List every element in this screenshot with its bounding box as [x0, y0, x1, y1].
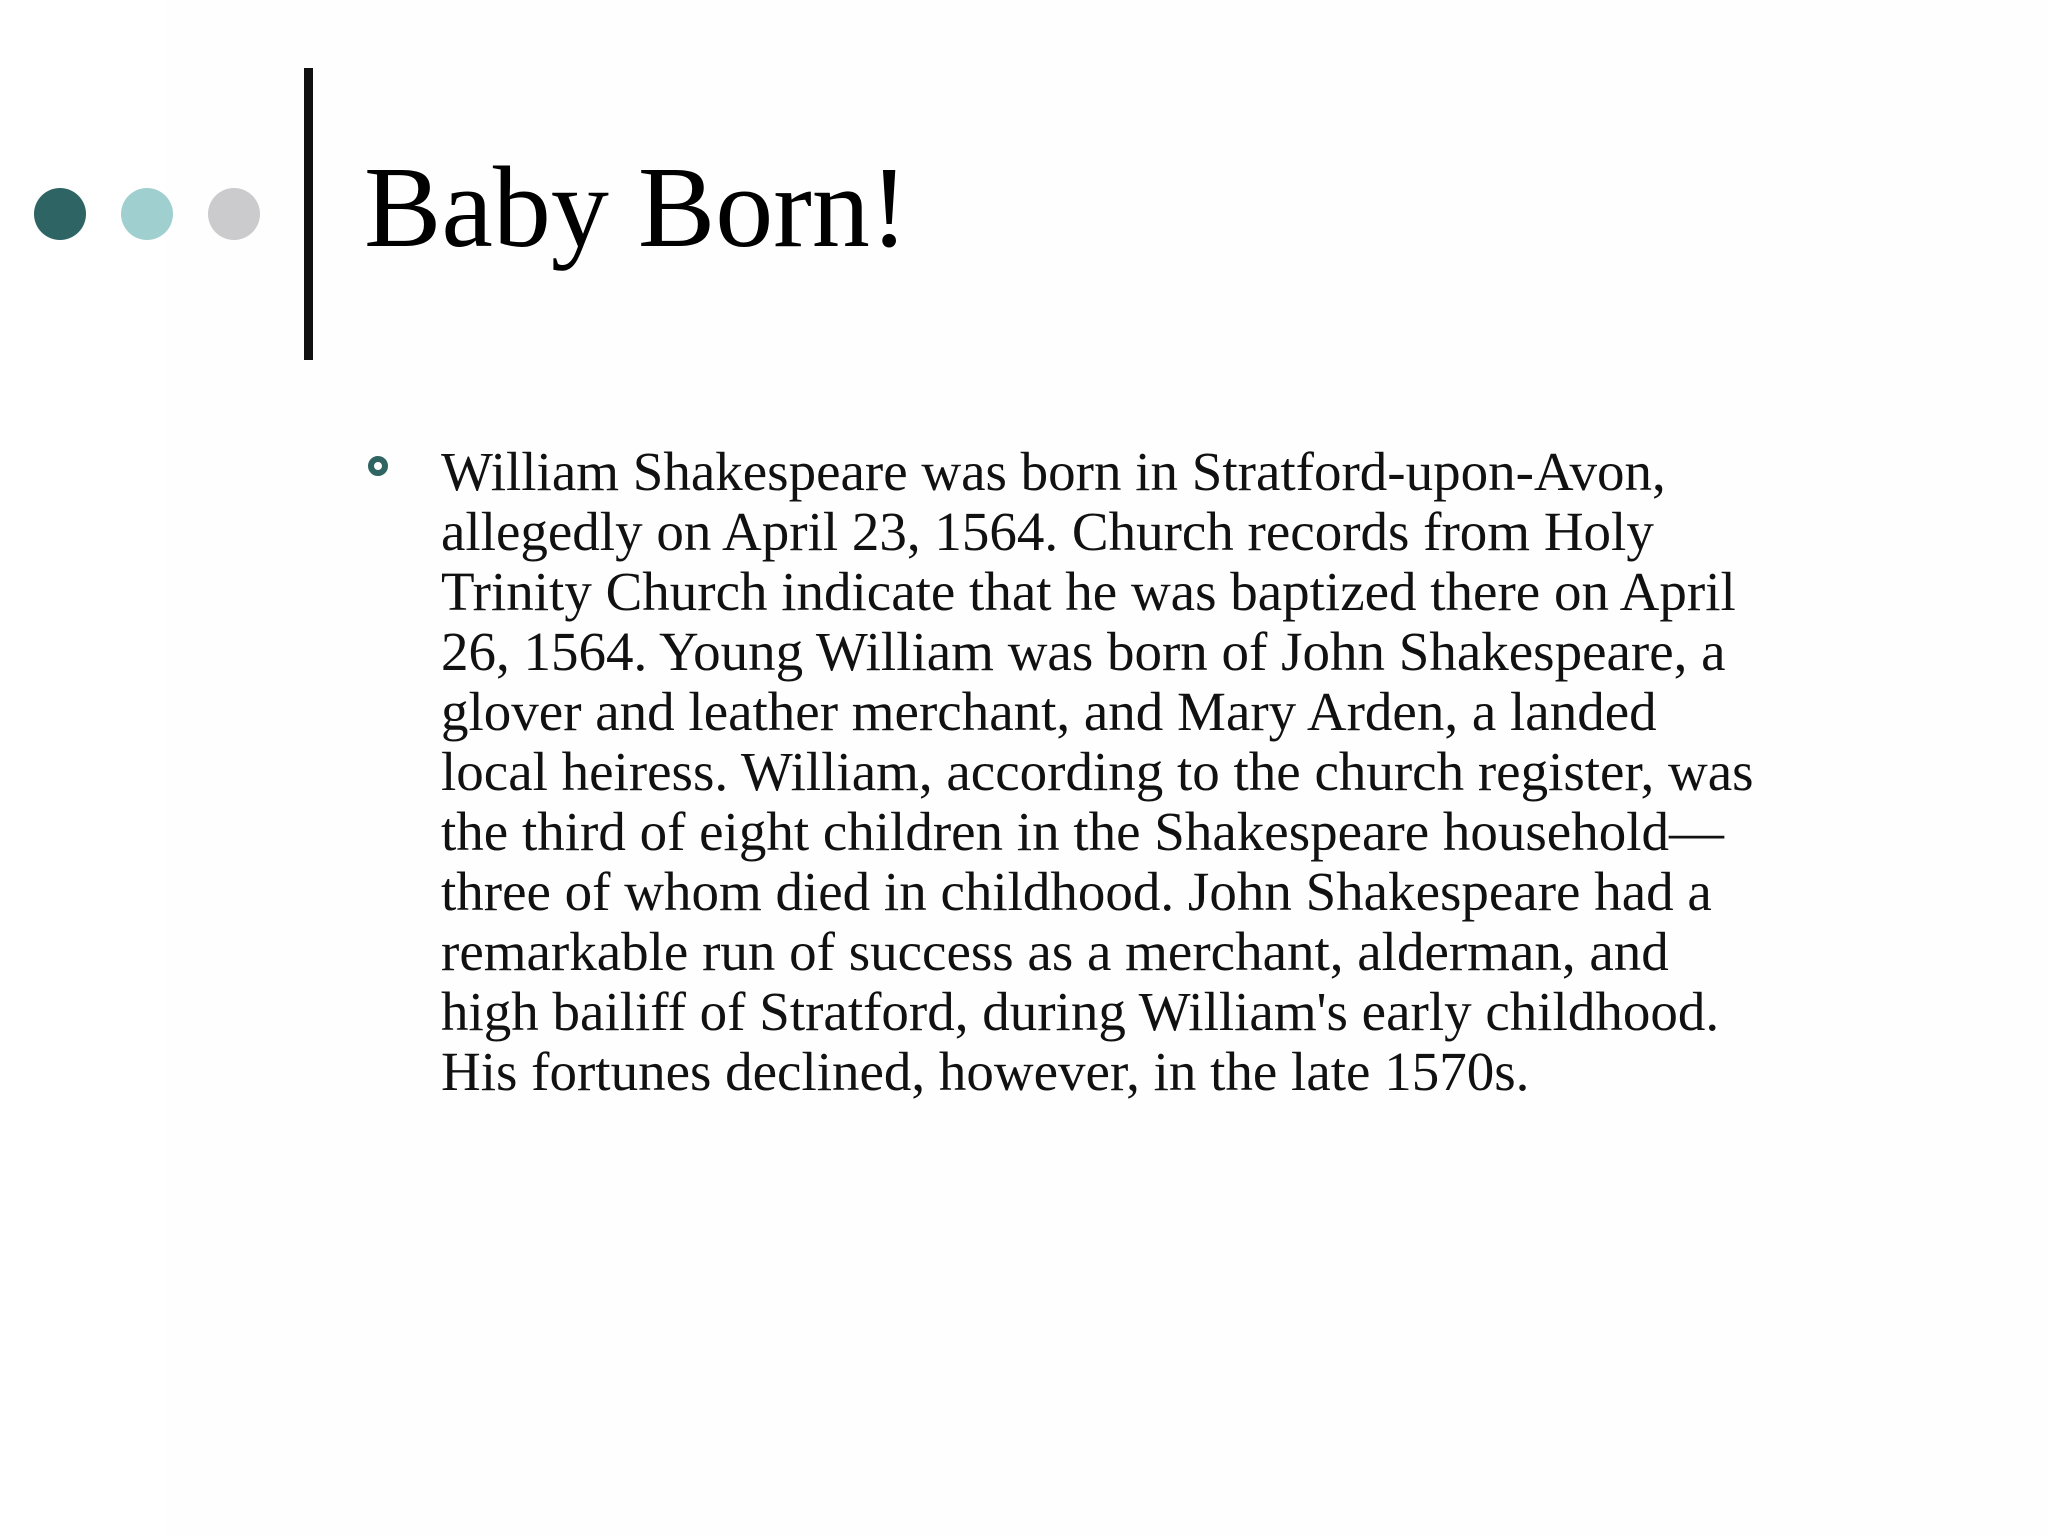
bullet-text-line: the third of eight children in the Shakespeare household— — [441, 801, 1724, 862]
bullet-text-line: local heiress. William, according to the church register, was — [441, 741, 1754, 802]
bullet-text-line: His fortunes declined, however, in the late 1570s. — [441, 1041, 1530, 1102]
bullet-text-line: allegedly on April 23, 1564. Church records from Holy — [441, 501, 1654, 562]
bullet-ring-icon — [368, 456, 388, 476]
bullet-text — [441, 442, 1901, 1102]
bullet-text-line: glover and leather merchant, and Mary Arden, a landed — [441, 681, 1657, 742]
bullet-text-line: three of whom died in childhood. John Shakespeare had a — [441, 861, 1712, 922]
bullet-text-line: 26, 1564. Young William was born of John Shakespeare, a — [441, 621, 1726, 682]
bullet-text-line: remarkable run of success as a merchant, alderman, and — [441, 921, 1669, 982]
slide-title: Baby Born! — [364, 144, 909, 272]
decorative-dot-light — [121, 188, 173, 240]
bullet-text-line: high bailiff of Stratford, during William's early childhood. — [441, 981, 1720, 1042]
bullet-text-line: William Shakespeare was born in Stratford-upon-Avon, — [441, 441, 1666, 502]
decorative-dot-dark — [34, 188, 86, 240]
title-divider-rule — [304, 68, 313, 360]
decorative-dot-gray — [208, 188, 260, 240]
bullet-text-line: Trinity Church indicate that he was baptized there on April — [441, 561, 1736, 622]
